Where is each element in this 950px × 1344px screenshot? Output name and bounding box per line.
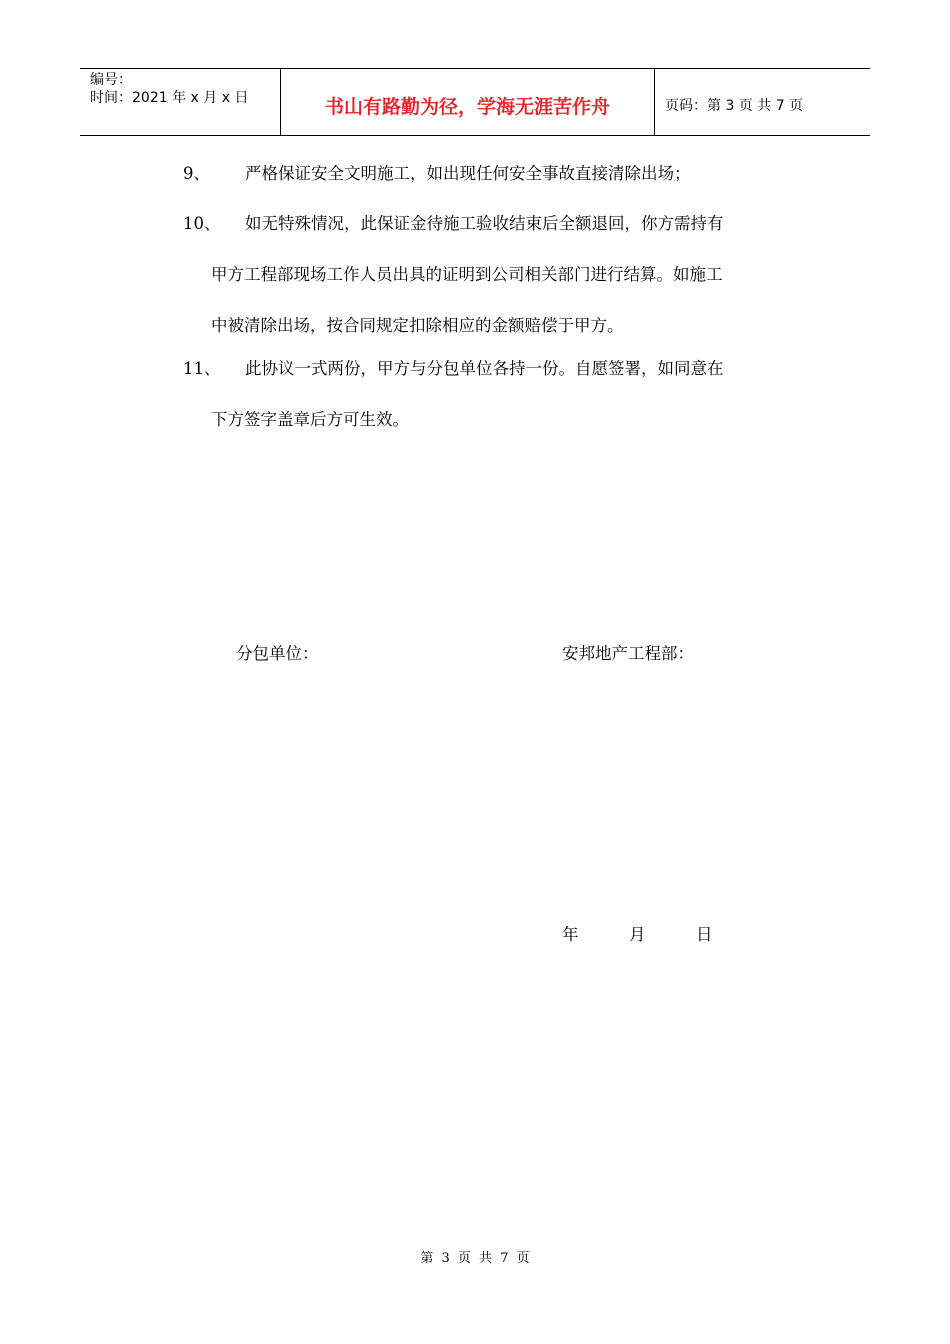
clause-text-line: 下方签字盖章后方可生效。	[211, 410, 409, 429]
page-footer: 第 3 页 共 7 页	[420, 1251, 530, 1266]
header-motto: 书山有路勤为径，学海无涯苦作舟	[281, 69, 655, 135]
date-day-label: 日	[696, 925, 713, 944]
clause-number: 9、	[183, 164, 210, 183]
clause-text-line: 此协议一式两份，甲方与分包单位各持一份。自愿签署，如同意在	[245, 359, 724, 378]
clause-number: 10、	[183, 214, 221, 233]
clause-text-line: 中被清除出场，按合同规定扣除相应的金额赔偿于甲方。	[211, 316, 624, 335]
subcontractor-signature-label: 分包单位：	[236, 644, 319, 663]
date-year-label: 年	[562, 925, 579, 944]
document-date-label: 时间：2021 年 x 月 x 日	[90, 90, 249, 106]
document-number-label: 编号：	[90, 72, 132, 88]
page-header	[80, 68, 870, 136]
clause-text-line: 如无特殊情况，此保证金待施工验收结束后全额退回，你方需持有	[245, 214, 724, 233]
header-page-label: 页码：第 3 页 共 7 页	[665, 98, 804, 114]
engineering-dept-signature-label: 安邦地产工程部：	[562, 644, 694, 663]
clause-text-line: 严格保证安全文明施工，如出现任何安全事故直接清除出场；	[245, 164, 691, 183]
header-meta	[80, 69, 281, 135]
date-month-label: 月	[629, 925, 646, 944]
clause-text-line: 甲方工程部现场工作人员出具的证明到公司相关部门进行结算。如施工	[211, 265, 723, 284]
clause-number: 11、	[183, 359, 221, 378]
